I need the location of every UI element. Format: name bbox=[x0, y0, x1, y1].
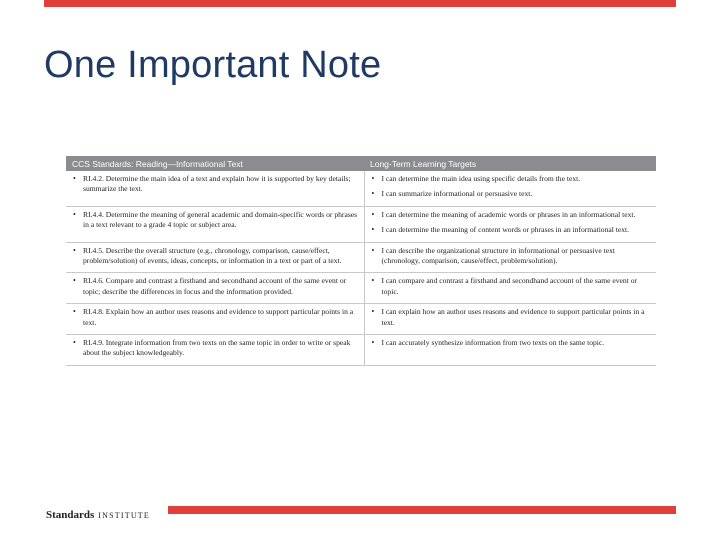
top-accent-bar bbox=[44, 0, 676, 7]
table-row bbox=[66, 171, 656, 206]
target-text: • I can explain how an author uses reasons and evidence to support particular points in a text. bbox=[382, 307, 651, 328]
target-text: • I can describe the organizational structure in informational or persuasive text (chronology, comparison, cause/effect, problem/solution). bbox=[382, 246, 651, 267]
target-text: • I can determine the meaning of academic words or phrases in an informational text. bbox=[382, 210, 651, 220]
table-row bbox=[66, 335, 656, 366]
standard-cell bbox=[66, 242, 364, 273]
standard-cell bbox=[66, 171, 364, 206]
target-text: • I can determine the meaning of content words or phrases in an informational text. bbox=[382, 225, 651, 235]
footer-accent-bar bbox=[168, 506, 676, 514]
standard-cell bbox=[66, 304, 364, 335]
targets-cell bbox=[364, 304, 656, 335]
standards-institute-logo bbox=[46, 505, 150, 523]
target-text: • I can accurately synthesize information from two texts on the same topic. bbox=[382, 338, 651, 348]
standard-text: • RI.4.2. Determine the main idea of a text and explain how it is supported by key details; summarize the text. bbox=[83, 174, 358, 195]
column-header-targets: Long-Term Learning Targets bbox=[364, 156, 656, 171]
targets-cell bbox=[364, 273, 656, 304]
table-row bbox=[66, 206, 656, 242]
standard-text: • RI.4.8. Explain how an author uses reasons and evidence to support particular points in a text. bbox=[83, 307, 358, 328]
standard-text: • RI.4.5. Describe the overall structure (e.g., chronology, comparison, cause/effect, problem/solution) of events, ideas, concepts, or information in a text or part of a text. bbox=[83, 246, 358, 267]
target-text: • I can summarize informational or persuasive text. bbox=[382, 189, 651, 199]
targets-cell bbox=[364, 171, 656, 206]
standard-text: • RI.4.6. Compare and contrast a firsthand and secondhand account of the same event or topic; describe the differences in focus and the information provided. bbox=[83, 276, 358, 297]
target-text: • I can determine the main idea using specific details from the text. bbox=[382, 174, 651, 184]
standard-cell bbox=[66, 335, 364, 366]
targets-cell bbox=[364, 206, 656, 242]
standard-cell bbox=[66, 273, 364, 304]
table-row bbox=[66, 242, 656, 273]
targets-cell bbox=[364, 242, 656, 273]
column-header-standards: CCS Standards: Reading—Informational Text bbox=[66, 156, 364, 171]
slide-title: One Important Note bbox=[44, 44, 382, 86]
target-text: • I can compare and contrast a firsthand and secondhand account of the same event or topic. bbox=[382, 276, 651, 297]
table-row bbox=[66, 273, 656, 304]
standard-text: • RI.4.4. Determine the meaning of general academic and domain-specific words or phrases in a text relevant to a grade 4 topic or subject area. bbox=[83, 210, 358, 231]
standard-cell bbox=[66, 206, 364, 242]
table-header-row bbox=[66, 156, 656, 171]
targets-cell bbox=[364, 335, 656, 366]
standard-text: • RI.4.9. Integrate information from two texts on the same topic in order to write or speak about the subject knowledgeably. bbox=[83, 338, 358, 359]
logo-word-standards: Standards bbox=[46, 509, 95, 521]
logo-word-institute: INSTITUTE bbox=[98, 511, 150, 520]
standards-table bbox=[66, 156, 656, 366]
table-row bbox=[66, 304, 656, 335]
